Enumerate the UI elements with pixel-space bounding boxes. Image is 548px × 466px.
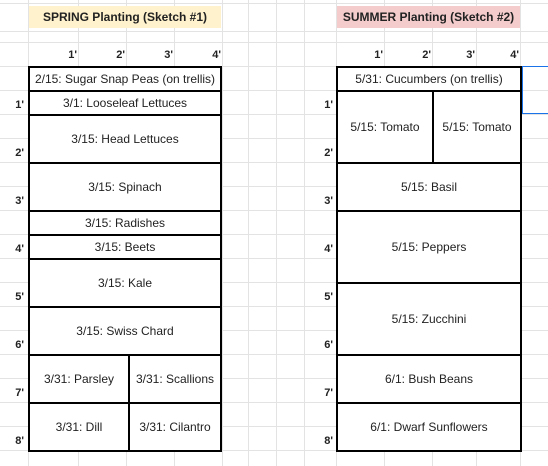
gridline-row — [0, 42, 548, 43]
spring-plot-spinach[interactable]: 3/15: Spinach — [30, 164, 220, 212]
summer-plot-tomato-right[interactable]: 5/15: Tomato — [434, 92, 520, 164]
spring-title: SPRING Planting (Sketch #1) — [29, 6, 221, 28]
spring-garden-bed — [28, 66, 222, 452]
spring-plot-sugar-snap-peas[interactable]: 2/15: Sugar Snap Peas (on trellis) — [30, 68, 220, 92]
summer-foot-row-4: 4' — [324, 243, 333, 255]
spring-foot-row-6: 6' — [15, 339, 24, 351]
summer-foot-row-1: 1' — [324, 99, 333, 111]
spring-plot-beets[interactable]: 3/15: Beets — [30, 236, 220, 260]
spring-plot-looseleaf-lettuces[interactable]: 3/1: Looseleaf Lettuces — [30, 92, 220, 116]
gridline-column — [222, 0, 223, 466]
summer-foot-col-4: 4' — [510, 49, 519, 61]
gridline-row — [0, 31, 548, 32]
summer-foot-row-7: 7' — [324, 387, 333, 399]
spring-foot-row-4: 4' — [15, 243, 24, 255]
summer-plot-peppers[interactable]: 5/15: Peppers — [338, 212, 520, 284]
spring-foot-row-2: 2' — [15, 147, 24, 159]
spring-foot-col-3: 3' — [164, 49, 173, 61]
spring-plot-parsley[interactable]: 3/31: Parsley — [30, 356, 130, 404]
spring-plot-swiss-chard[interactable]: 3/15: Swiss Chard — [30, 308, 220, 356]
spring-plot-scallions[interactable]: 3/31: Scallions — [130, 356, 220, 404]
summer-foot-row-6: 6' — [324, 339, 333, 351]
summer-foot-col-2: 2' — [422, 49, 431, 61]
summer-foot-row-5: 5' — [324, 291, 333, 303]
spring-foot-row-8: 8' — [15, 435, 24, 447]
spring-plot-dill[interactable]: 3/31: Dill — [30, 404, 130, 450]
summer-plot-cucumbers[interactable]: 5/31: Cucumbers (on trellis) — [338, 68, 520, 92]
summer-garden-bed — [336, 66, 522, 452]
spring-foot-col-1: 1' — [68, 49, 77, 61]
spring-plot-kale[interactable]: 3/15: Kale — [30, 260, 220, 308]
spring-plot-cilantro[interactable]: 3/31: Cilantro — [139, 420, 211, 434]
summer-foot-row-3: 3' — [324, 195, 333, 207]
spring-plot-radishes[interactable]: 3/15: Radishes — [30, 212, 220, 236]
summer-title: SUMMER Planting (Sketch #2) — [337, 6, 520, 28]
summer-plot-dwarf-sunflowers[interactable]: 6/1: Dwarf Sunflowers — [370, 420, 488, 434]
summer-foot-col-1: 1' — [374, 49, 383, 61]
spring-plot-head-lettuces[interactable]: 3/15: Head Lettuces — [30, 116, 220, 164]
summer-foot-row-8: 8' — [324, 435, 333, 447]
spring-foot-col-2: 2' — [116, 49, 125, 61]
selected-cell-outline[interactable] — [522, 66, 548, 114]
spring-foot-col-4: 4' — [212, 49, 221, 61]
summer-foot-col-3: 3' — [466, 49, 475, 61]
gridline-column — [276, 0, 277, 466]
summer-plot-zucchini[interactable]: 5/15: Zucchini — [338, 284, 520, 356]
summer-plot-basil[interactable]: 5/15: Basil — [338, 164, 520, 212]
summer-foot-row-2: 2' — [324, 147, 333, 159]
spring-foot-row-1: 1' — [15, 99, 24, 111]
spring-foot-row-3: 3' — [15, 195, 24, 207]
gridline-column — [304, 0, 305, 466]
gridline-row — [0, 3, 548, 4]
summer-plot-bush-beans[interactable]: 6/1: Bush Beans — [338, 356, 520, 404]
summer-plot-tomato-left[interactable]: 5/15: Tomato — [338, 92, 434, 164]
spring-foot-row-7: 7' — [15, 387, 24, 399]
gridline-column — [248, 0, 249, 466]
spring-foot-row-5: 5' — [15, 291, 24, 303]
